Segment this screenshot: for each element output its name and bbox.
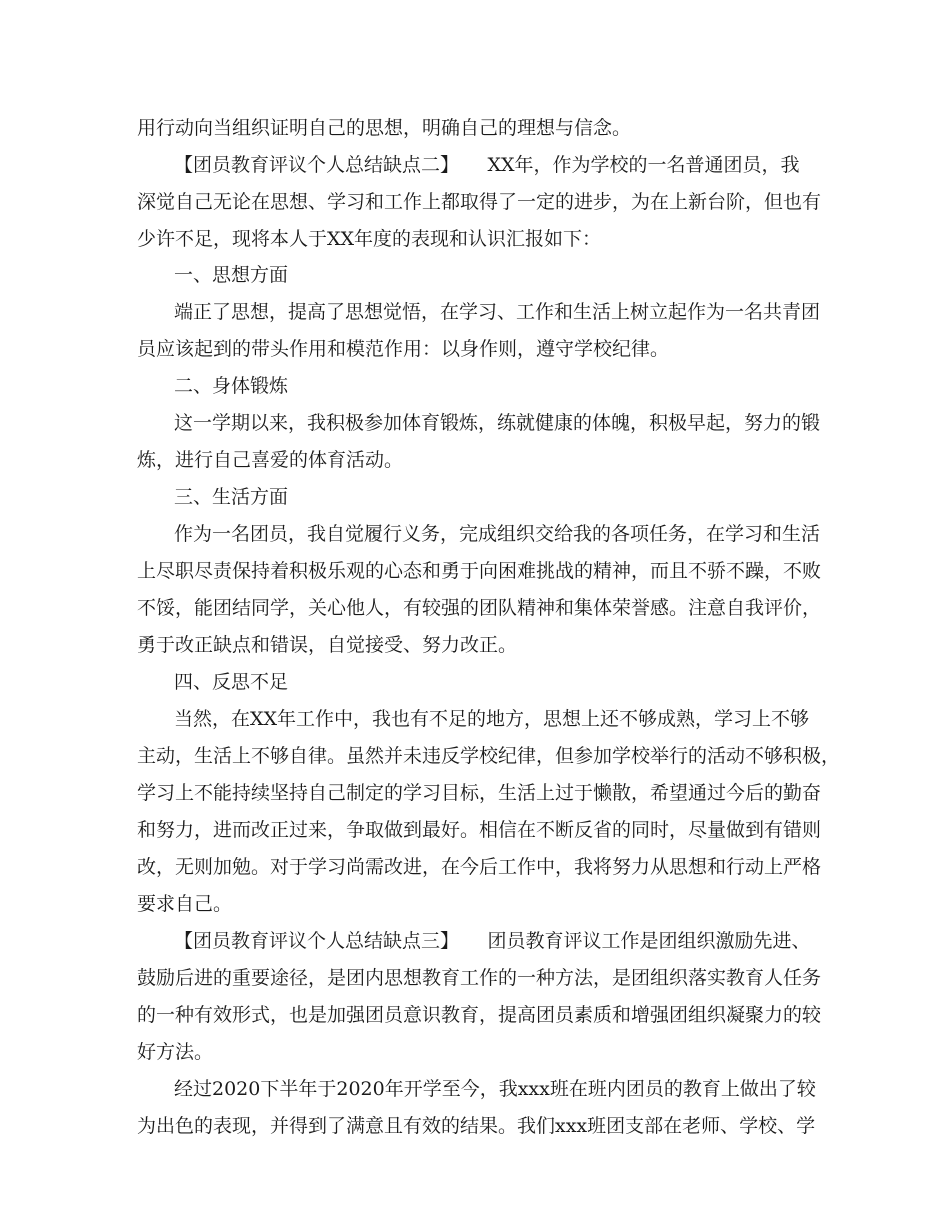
text-line: 要求自己。 <box>137 893 233 915</box>
text-line: 改，无则加勉。对于学习尚需改进，在今后工作中，我将努力从思想和行动上严格 <box>137 856 822 878</box>
section-heading-line: 【团员教育评议个人总结缺点二】 XX年，作为学校的一名普通团员，我 <box>174 154 800 176</box>
text-line: 用行动向当组织证明自己的思想，明确自己的理想与信念。 <box>137 117 632 139</box>
text-line: 不馁，能团结同学，关心他人，有较强的团队精神和集体荣誉感。注意自我评价， <box>137 597 822 619</box>
text-line: 勇于改正缺点和错误，自觉接受、努力改正。 <box>137 634 518 656</box>
subheading-line: 二、身体锻炼 <box>174 375 289 397</box>
text-line: 这一学期以来，我积极参加体育锻炼，练就健康的体魄，积极早起，努力的锻 <box>174 412 821 434</box>
text-line: 经过2020下半年于2020年开学至今，我xxx班在班内团员的教育上做出了较 <box>174 1078 816 1100</box>
text-line: 端正了思想，提高了思想觉悟，在学习、工作和生活上树立起作为一名共青团 <box>174 301 821 323</box>
text-line: 员应该起到的带头作用和模范作用：以身作则，遵守学校纪律。 <box>137 338 670 360</box>
subheading-line: 一、思想方面 <box>174 264 289 286</box>
text-line: 上尽职尽责保持着积极乐观的心态和勇于向困难挑战的精神，而且不骄不躁，不败 <box>137 560 822 582</box>
text-line: 炼，进行自己喜爱的体育活动。 <box>137 449 404 471</box>
subheading-line: 三、生活方面 <box>174 486 289 508</box>
section-heading-line: 【团员教育评议个人总结缺点三】 团员教育评议工作是团组织激励先进、 <box>174 930 811 952</box>
text-line: 深觉自己无论在思想、学习和工作上都取得了一定的进步，为在上新台阶，但也有 <box>137 191 822 213</box>
text-line: 当然，在XX年工作中，我也有不足的地方，思想上还不够成熟，学习上不够 <box>174 708 810 730</box>
text-line: 作为一名团员，我自觉履行义务，完成组织交给我的各项任务，在学习和生活 <box>174 523 821 545</box>
text-line: 和努力，进而改正过来，争取做到最好。相信在不断反省的同时，尽量做到有错则 <box>137 819 822 841</box>
text-line: 鼓励后进的重要途径，是团内思想教育工作的一种方法，是团组织落实教育人任务 <box>137 967 822 989</box>
text-line: 少许不足，现将本人于XX年度的表现和认识汇报如下： <box>137 228 602 250</box>
text-line: 的一种有效形式，也是加强团员意识教育，提高团员素质和增强团组织凝聚力的较 <box>137 1004 822 1026</box>
text-line: 学习上不能持续坚持自己制定的学习目标，生活上过于懒散，希望通过今后的勤奋 <box>137 782 822 804</box>
text-line: 主动，生活上不够自律。虽然并未违反学校纪律，但参加学校举行的活动不够积极， <box>137 745 841 767</box>
text-line: 好方法。 <box>137 1041 214 1063</box>
subheading-line: 四、反思不足 <box>174 671 289 693</box>
text-line: 为出色的表现，并得到了满意且有效的结果。我们xxx班团支部在老师、学校、学 <box>137 1115 816 1137</box>
